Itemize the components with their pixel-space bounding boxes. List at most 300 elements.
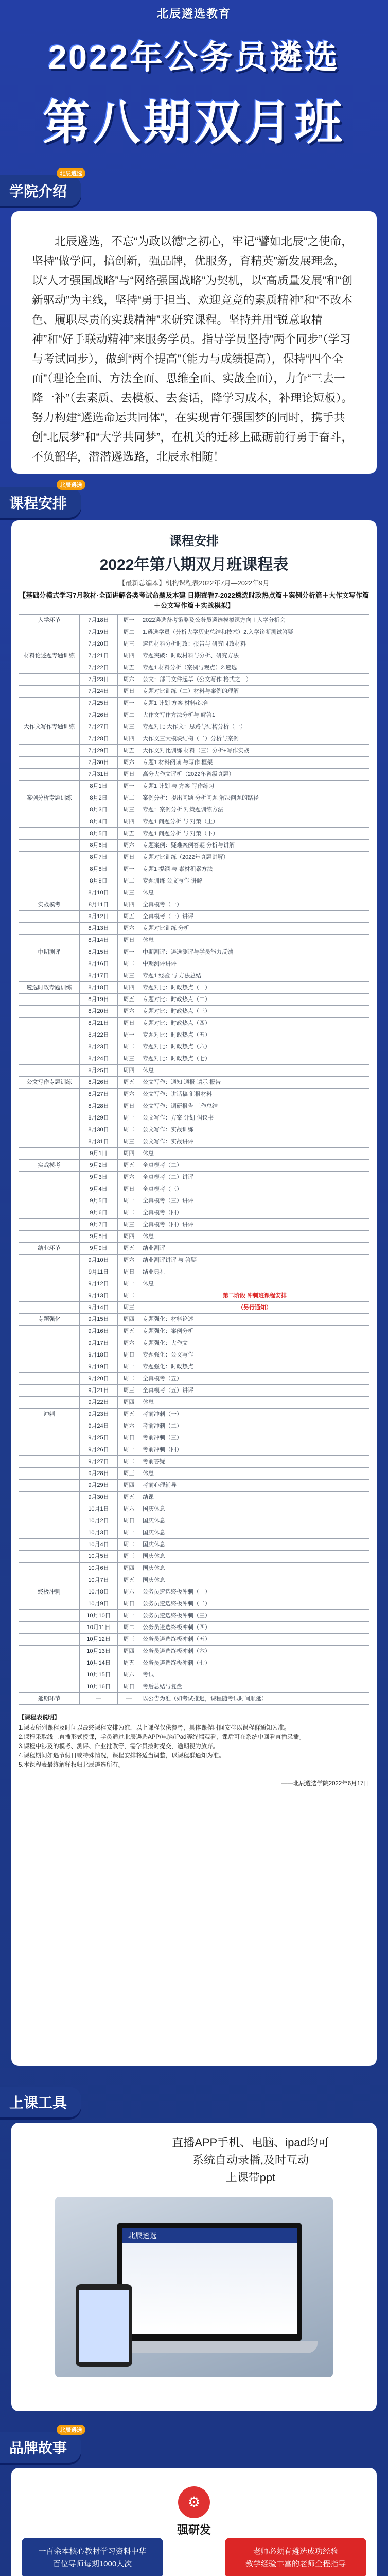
date-cell: 9月2日 — [80, 1160, 118, 1172]
weekday-cell: 周二 — [118, 1539, 140, 1551]
schedule-row — [19, 1006, 369, 1018]
date-cell: 8月7日 — [80, 852, 118, 863]
weekday-cell: 周日 — [118, 1598, 140, 1610]
schedule-row — [19, 1124, 369, 1136]
schedule-row — [19, 935, 369, 946]
schedule-row — [19, 1646, 369, 1657]
schedule-row — [19, 1657, 369, 1669]
schedule-row — [19, 1456, 369, 1468]
note-item: 2.课程采取线上直播形式授课，学员通过北辰遴选APP/电脑/iPad等终端观看，课后可在系统中回看直播录播。 — [19, 1734, 305, 1740]
date-cell: 8月2日 — [80, 792, 118, 804]
module-cell — [19, 1018, 80, 1029]
weekday-cell: 周一 — [118, 615, 140, 626]
module-cell — [19, 1326, 80, 1337]
weekday-cell: 周四 — [118, 1231, 140, 1243]
schedule-row — [19, 1041, 369, 1053]
module-cell — [19, 1492, 80, 1503]
date-cell: 9月13日 — [80, 1290, 118, 1302]
module-cell: 遴选时政专题训练 — [19, 982, 80, 994]
module-cell — [19, 674, 80, 686]
content-cell: 考前心理辅导 — [140, 1480, 369, 1492]
section-tag-label: 学院介绍 — [9, 183, 67, 199]
date-cell: 9月12日 — [80, 1278, 118, 1290]
weekday-cell: 周六 — [118, 840, 140, 852]
schedule-row — [19, 1634, 369, 1646]
content-cell: 专题对比：时政热点（六） — [140, 1041, 369, 1053]
content-cell: 公文写作：讲话稿 汇报材料 — [140, 1089, 369, 1100]
schedule-row — [19, 1302, 369, 1314]
date-cell: 9月15日 — [80, 1314, 118, 1326]
date-cell: 7月27日 — [80, 721, 118, 733]
content-cell: 全真模考（二） — [140, 1160, 369, 1172]
content-cell: 公务员遴选终极冲刺（一） — [140, 1586, 369, 1598]
module-cell — [19, 1041, 80, 1053]
schedule-row — [19, 626, 369, 638]
module-cell: 入学环节 — [19, 615, 80, 626]
module-cell — [19, 1373, 80, 1385]
schedule-row — [19, 1278, 369, 1290]
schedule-row — [19, 852, 369, 863]
module-cell: 冲刺 — [19, 1409, 80, 1420]
weekday-cell: 周二 — [118, 626, 140, 638]
weekday-cell: 周二 — [118, 1622, 140, 1634]
module-cell — [19, 769, 80, 781]
schedule-row — [19, 638, 369, 650]
date-cell: 8月12日 — [80, 911, 118, 923]
date-cell: 10月15日 — [80, 1669, 118, 1681]
weekday-cell: 周六 — [118, 1172, 140, 1183]
date-cell: 8月4日 — [80, 816, 118, 828]
date-cell: 8月21日 — [80, 1018, 118, 1029]
note-item: 3.课程中涉及的模考、测评、作业批改等，需学员按时提交，逾期视为放弃。 — [19, 1743, 219, 1750]
schedule-row — [19, 721, 369, 733]
date-cell: 8月14日 — [80, 935, 118, 946]
date-cell: 10月5日 — [80, 1551, 118, 1563]
weekday-cell: 周四 — [118, 1480, 140, 1492]
schedule-row — [19, 1065, 369, 1077]
weekday-cell: 周四 — [118, 816, 140, 828]
notes-title: 【课程表说明】 — [19, 1715, 60, 1721]
date-cell: 10月8日 — [80, 1586, 118, 1598]
module-cell — [19, 757, 80, 769]
section-tag-label: 品牌故事 — [9, 2440, 67, 2456]
weekday-cell: 周二 — [118, 1456, 140, 1468]
schedule-row — [19, 1349, 369, 1361]
section-tag-badge: 北辰遴选 — [57, 2425, 85, 2435]
schedule-row — [19, 958, 369, 970]
schedule-table — [19, 614, 369, 1705]
weekday-cell: 周六 — [118, 1255, 140, 1266]
date-cell: 9月11日 — [80, 1266, 118, 1278]
org-name: 北辰遴选教育 — [156, 7, 231, 20]
content-cell: 专题对比训练（2022年真题讲解） — [140, 852, 369, 863]
module-cell — [19, 1480, 80, 1492]
content-cell: 休息 — [140, 1231, 369, 1243]
weekday-cell: 周一 — [118, 781, 140, 792]
content-cell: 考试 — [140, 1669, 369, 1681]
schedule-row — [19, 816, 369, 828]
weekday-cell: 周四 — [118, 1148, 140, 1160]
content-cell: 专题训练 公文写作 讲解 — [140, 875, 369, 887]
schedule-row — [19, 1255, 369, 1266]
date-cell: 9月6日 — [80, 1207, 118, 1219]
date-cell: 8月22日 — [80, 1029, 118, 1041]
weekday-cell: 周六 — [118, 1337, 140, 1349]
content-cell: 专题对比训练 分析 — [140, 923, 369, 935]
schedule-row — [19, 970, 369, 982]
weekday-cell: 周五 — [118, 911, 140, 923]
section-tag-label: 课程安排 — [9, 495, 67, 511]
content-cell: 专题1 经验 与 方法总结 — [140, 970, 369, 982]
content-cell: 结课 — [140, 1492, 369, 1503]
weekday-cell: 周一 — [118, 863, 140, 875]
module-cell — [19, 1029, 80, 1041]
content-cell: 专题案例：疑难案例答疑 分析与讲解 — [140, 840, 369, 852]
devices-photo — [55, 2197, 333, 2377]
weekday-cell: 周六 — [118, 1420, 140, 1432]
module-cell — [19, 863, 80, 875]
gear-icon: ⚙ — [178, 2486, 210, 2518]
hero-title-line1: 2022年公务员遴选 — [48, 39, 340, 76]
weekday-cell: 周五 — [118, 1409, 140, 1420]
date-cell: 9月17日 — [80, 1337, 118, 1349]
date-cell: 9月18日 — [80, 1349, 118, 1361]
content-cell: 大作文写作方法分析与 解答1 — [140, 709, 369, 721]
note-item: 4.课程期间如遇节假日或特殊情况，课程安排将适当调整，以课程群通知为准。 — [19, 1753, 225, 1759]
tools-card — [11, 2123, 377, 2411]
date-cell: 10月10日 — [80, 1610, 118, 1622]
weekday-cell: 周六 — [118, 674, 140, 686]
content-cell: 遴选材料分析时政：报告与 研究时政材料 — [140, 638, 369, 650]
schedule-row — [19, 1610, 369, 1622]
content-cell: 公务员遴选终极冲刺（四） — [140, 1622, 369, 1634]
module-cell: 公文写作专题训练 — [19, 1077, 80, 1089]
date-cell: 10月6日 — [80, 1563, 118, 1574]
schedule-row — [19, 1527, 369, 1539]
date-cell: 9月22日 — [80, 1397, 118, 1409]
content-cell: 公文：部门文件起草（公文写作 格式之一） — [140, 674, 369, 686]
weekday-cell: 周五 — [118, 828, 140, 840]
date-cell: 7月25日 — [80, 698, 118, 709]
weekday-cell: 周二 — [118, 709, 140, 721]
weekday-cell: 周五 — [118, 1160, 140, 1172]
content-cell: 1.遴选学员（分析大学历史总结和技术）2.入学诊断测试答疑 — [140, 626, 369, 638]
content-cell: 公文写作：方案 计划 倡议书 — [140, 1112, 369, 1124]
schedule-row — [19, 1622, 369, 1634]
date-cell: 9月16日 — [80, 1326, 118, 1337]
module-cell — [19, 1397, 80, 1409]
module-cell — [19, 662, 80, 674]
content-cell: 第二阶段 冲刺班课程安排 — [140, 1290, 369, 1302]
content-cell: （另行通知） — [140, 1302, 369, 1314]
content-cell: 中期测评：遴选测评与学员能力反馈 — [140, 946, 369, 958]
schedule-row — [19, 650, 369, 662]
schedule-row — [19, 1373, 369, 1385]
content-cell: 全真模考（五）讲评 — [140, 1385, 369, 1397]
date-cell: 7月26日 — [80, 709, 118, 721]
schedule-row — [19, 840, 369, 852]
module-cell — [19, 1065, 80, 1077]
module-cell — [19, 1622, 80, 1634]
content-cell: 结业测评 — [140, 1243, 369, 1255]
content-cell: 专题强化：案例分析 — [140, 1326, 369, 1337]
weekday-cell: 周二 — [118, 1124, 140, 1136]
weekday-cell: 周一 — [118, 946, 140, 958]
schedule-row — [19, 733, 369, 745]
content-cell: 国庆休息 — [140, 1515, 369, 1527]
brand-box: 老师必须有遴选成功经验 教学经验丰富的老师全程指导 — [225, 2538, 366, 2576]
module-cell — [19, 1207, 80, 1219]
content-cell: 国庆休息 — [140, 1574, 369, 1586]
schedule-row — [19, 1432, 369, 1444]
schedule-row — [19, 875, 369, 887]
weekday-cell: 周二 — [118, 792, 140, 804]
date-cell: 10月7日 — [80, 1574, 118, 1586]
content-cell: 专题：案例分析 对策题训练方法 — [140, 804, 369, 816]
date-cell: 9月14日 — [80, 1302, 118, 1314]
section-tag-badge: 北辰遴选 — [57, 480, 85, 490]
weekday-cell: 周日 — [118, 1018, 140, 1029]
schedule-row — [19, 899, 369, 911]
module-cell — [19, 840, 80, 852]
schedule-row — [19, 1029, 369, 1041]
date-cell: 9月10日 — [80, 1255, 118, 1266]
date-cell: 9月29日 — [80, 1480, 118, 1492]
weekday-cell: 周五 — [118, 1574, 140, 1586]
weekday-cell: 周一 — [118, 1112, 140, 1124]
schedule-row — [19, 745, 369, 757]
content-cell: 全真模考（四） — [140, 1207, 369, 1219]
schedule-row — [19, 911, 369, 923]
weekday-cell: 周一 — [118, 1029, 140, 1041]
weekday-cell: 周一 — [118, 1195, 140, 1207]
weekday-cell: 周日 — [118, 686, 140, 698]
module-cell — [19, 1349, 80, 1361]
weekday-cell: 周三 — [118, 1551, 140, 1563]
content-cell: 专题1 材料分析（案例与观点）2.遴选 — [140, 662, 369, 674]
content-cell: 公务员遴选终极冲刺（七） — [140, 1657, 369, 1669]
weekday-cell: 周四 — [118, 1065, 140, 1077]
content-cell: 全真模考（一）讲评 — [140, 911, 369, 923]
weekday-cell: 周日 — [118, 769, 140, 781]
schedule-row — [19, 1148, 369, 1160]
date-cell: 7月19日 — [80, 626, 118, 638]
brand-pillars — [22, 2481, 366, 2576]
schedule-row — [19, 674, 369, 686]
pillar-label: 强研发 — [177, 2523, 211, 2536]
phone-icon — [76, 2284, 132, 2367]
schedule-row — [19, 1361, 369, 1373]
schedule-row — [19, 1515, 369, 1527]
content-cell: 专题对比：时政热点（五） — [140, 1029, 369, 1041]
weekday-cell: 周六 — [118, 1586, 140, 1598]
content-cell: 专题强化：公文写作 — [140, 1349, 369, 1361]
module-cell: 大作文写作专题训练 — [19, 721, 80, 733]
module-cell — [19, 1136, 80, 1148]
content-cell: 以公告为准（如考试推迟，课程随考试时间顺延） — [140, 1693, 369, 1705]
date-cell: 8月26日 — [80, 1077, 118, 1089]
date-cell: 10月1日 — [80, 1503, 118, 1515]
content-cell: 考前冲刺（三） — [140, 1432, 369, 1444]
weekday-cell: 周一 — [118, 698, 140, 709]
module-cell — [19, 804, 80, 816]
content-cell: 专题强化：材料论述 — [140, 1314, 369, 1326]
weekday-cell: 周二 — [118, 875, 140, 887]
content-cell: 全真模考（五） — [140, 1373, 369, 1385]
module-cell — [19, 1657, 80, 1669]
weekday-cell: 周三 — [118, 804, 140, 816]
schedule-row — [19, 994, 369, 1006]
date-cell: 10月14日 — [80, 1657, 118, 1669]
date-cell: 8月20日 — [80, 1006, 118, 1018]
module-cell — [19, 1195, 80, 1207]
module-cell — [19, 1456, 80, 1468]
schedule-subtitle: 【最新总编本】机构课程表2022年7月—2022年9月 — [118, 579, 270, 587]
date-cell: 7月29日 — [80, 745, 118, 757]
schedule-row — [19, 1444, 369, 1456]
module-cell: 专题强化 — [19, 1314, 80, 1326]
content-cell: 休息 — [140, 1148, 369, 1160]
content-cell: 专题1 计划 与 方案 写作练习 — [140, 781, 369, 792]
content-cell: 专题对比 大作文：思路与结构分析（一） — [140, 721, 369, 733]
date-cell: 8月8日 — [80, 863, 118, 875]
weekday-cell: 周二 — [118, 958, 140, 970]
module-cell — [19, 935, 80, 946]
weekday-cell: 周六 — [118, 757, 140, 769]
date-cell: 7月21日 — [80, 650, 118, 662]
weekday-cell: 周三 — [118, 970, 140, 982]
schedule-row — [19, 1172, 369, 1183]
schedule-row — [19, 923, 369, 935]
weekday-cell: 周日 — [118, 852, 140, 863]
content-cell: 休息 — [140, 1278, 369, 1290]
module-cell — [19, 1290, 80, 1302]
module-cell — [19, 1053, 80, 1065]
content-cell: 专题强化：时政热点 — [140, 1361, 369, 1373]
module-cell — [19, 1183, 80, 1195]
content-cell: 专题对比训练（二）材料与案例的理解 — [140, 686, 369, 698]
date-cell: 8月27日 — [80, 1089, 118, 1100]
date-cell: 9月9日 — [80, 1243, 118, 1255]
module-cell — [19, 1385, 80, 1397]
weekday-cell: 周四 — [118, 899, 140, 911]
schedule-title: 2022年第八期双月班课程表 — [99, 556, 289, 573]
date-cell: — — [80, 1693, 118, 1705]
section-tag-intro — [0, 171, 83, 206]
schedule-row — [19, 1290, 369, 1302]
schedule-row — [19, 982, 369, 994]
schedule-row — [19, 1468, 369, 1480]
schedule-row — [19, 1053, 369, 1065]
schedule-row — [19, 1136, 369, 1148]
content-cell: 公务员遴选终极冲刺（三） — [140, 1610, 369, 1622]
weekday-cell: 周三 — [118, 1053, 140, 1065]
weekday-cell: 周一 — [118, 1610, 140, 1622]
section-tag-badge: 北辰遴选 — [57, 168, 85, 178]
hero-title-line2: 第八期双月班 — [42, 97, 345, 149]
schedule-row — [19, 1480, 369, 1492]
date-cell: 9月3日 — [80, 1172, 118, 1183]
content-cell: 公文写作：调研报告 工作总结 — [140, 1100, 369, 1112]
schedule-row — [19, 1669, 369, 1681]
laptop-screen-title: 北辰遴选 — [122, 2228, 297, 2243]
module-cell — [19, 1124, 80, 1136]
module-cell — [19, 1219, 80, 1231]
schedule-row — [19, 1314, 369, 1326]
tools-text — [138, 2134, 363, 2187]
date-cell: 9月19日 — [80, 1361, 118, 1373]
module-cell — [19, 1302, 80, 1314]
module-cell — [19, 733, 80, 745]
weekday-cell: 周日 — [118, 1681, 140, 1693]
schedule-row — [19, 1539, 369, 1551]
module-cell — [19, 1503, 80, 1515]
weekday-cell: 周日 — [118, 1100, 140, 1112]
weekday-cell: 周日 — [118, 1349, 140, 1361]
module-cell — [19, 875, 80, 887]
date-cell: 9月7日 — [80, 1219, 118, 1231]
notes-signature: ——北辰遴选学院2022年6月17日 — [281, 1781, 369, 1787]
content-cell: 中期测评讲评 — [140, 958, 369, 970]
schedule-row — [19, 781, 369, 792]
schedule-row — [19, 1492, 369, 1503]
date-cell: 10月4日 — [80, 1539, 118, 1551]
schedule-card — [11, 520, 377, 2066]
content-cell: 国庆休息 — [140, 1539, 369, 1551]
module-cell: 延期环节 — [19, 1693, 80, 1705]
weekday-cell: 周五 — [118, 1326, 140, 1337]
brand-box: 一百余本核心教材学习资料中华 百位导师每期1000人次 — [22, 2538, 163, 2576]
schedule-row — [19, 1266, 369, 1278]
module-cell — [19, 745, 80, 757]
note-item: 5.本课程表最终解释权归北辰遴选所有。 — [19, 1762, 125, 1768]
date-cell: 8月3日 — [80, 804, 118, 816]
date-cell: 9月20日 — [80, 1373, 118, 1385]
content-cell: 国庆休息 — [140, 1563, 369, 1574]
date-cell: 7月30日 — [80, 757, 118, 769]
schedule-row — [19, 1326, 369, 1337]
module-cell — [19, 994, 80, 1006]
content-cell: 专题1 问题分析 与 对策（下） — [140, 828, 369, 840]
schedule-row — [19, 1077, 369, 1089]
schedule-row — [19, 946, 369, 958]
schedule-row — [19, 709, 369, 721]
module-cell — [19, 1669, 80, 1681]
module-cell — [19, 1420, 80, 1432]
schedule-row — [19, 1574, 369, 1586]
date-cell: 9月4日 — [80, 1183, 118, 1195]
module-cell — [19, 1646, 80, 1657]
date-cell: 10月3日 — [80, 1527, 118, 1539]
date-cell: 8月9日 — [80, 875, 118, 887]
content-cell: 公文写作：通知 通报 请示 报告 — [140, 1077, 369, 1089]
module-cell — [19, 1598, 80, 1610]
module-cell — [19, 1515, 80, 1527]
module-cell — [19, 1527, 80, 1539]
weekday-cell: 周日 — [118, 1515, 140, 1527]
date-cell: 9月30日 — [80, 1492, 118, 1503]
content-cell: 结业测评讲评 与 答疑 — [140, 1255, 369, 1266]
schedule-row — [19, 1551, 369, 1563]
schedule-row — [19, 769, 369, 781]
schedule-row — [19, 804, 369, 816]
weekday-cell: 周三 — [118, 1634, 140, 1646]
module-cell — [19, 1539, 80, 1551]
date-cell: 9月24日 — [80, 1420, 118, 1432]
date-cell: 9月21日 — [80, 1385, 118, 1397]
hero-banner — [0, 0, 388, 170]
content-cell: 考前冲刺（二） — [140, 1420, 369, 1432]
